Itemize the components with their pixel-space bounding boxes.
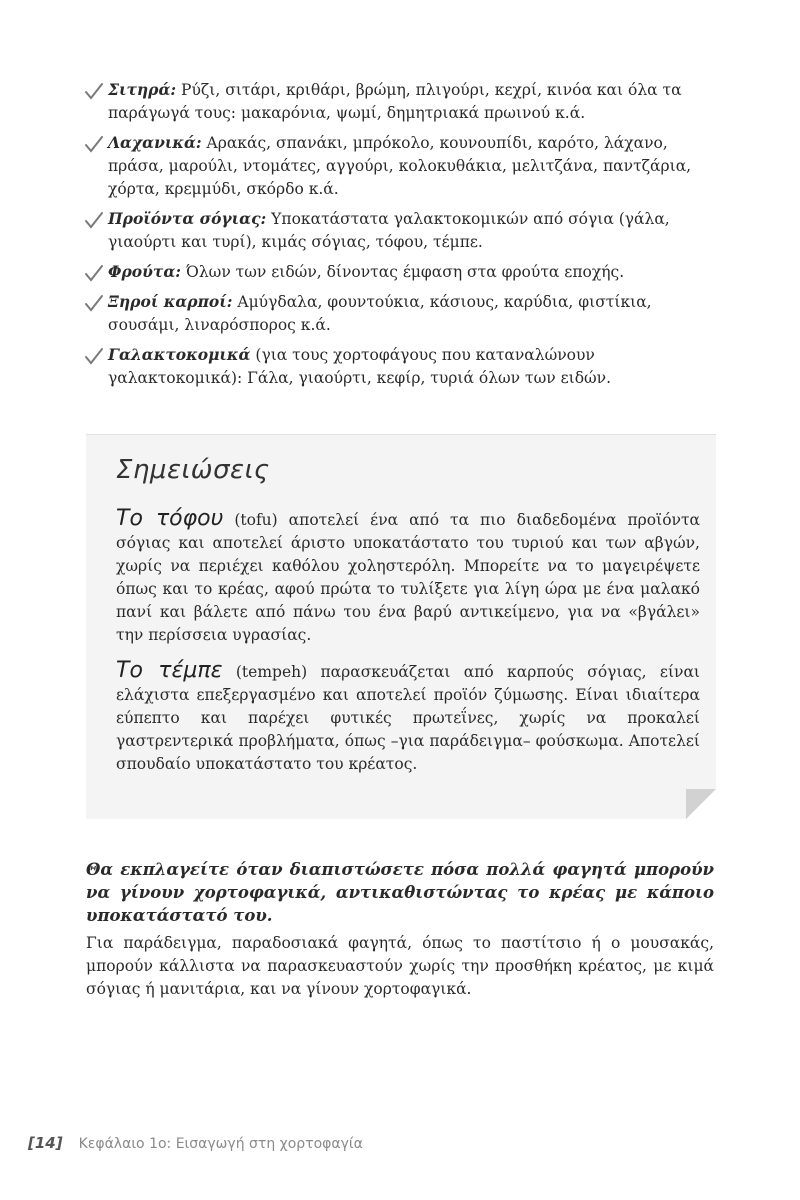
checkmark-icon — [84, 211, 104, 229]
note-text: (tempeh) παρασκευάζεται από καρπούς σόγιας, είναι ελάχιστα επεξεργασμένο και αποτελεί προϊόν ζύμωσης. Είναι ιδιαίτερα εύπεπτο και παρέχει φυτικές πρωτεΐνες, χωρίς να προκαλεί γαστρεντερικά προβλήματα, όπως –για παράδειγμα– φούσκωμα. Αποτελεί σπουδαίο υποκατάστατο του κρέατος. — [116, 663, 700, 773]
food-list — [84, 78, 714, 396]
list-item — [84, 290, 714, 337]
notes-title: Σημειώσεις — [116, 455, 270, 485]
list-term: Ξηροί καρποί: — [108, 292, 233, 311]
note-lead: Το τέμπε — [116, 658, 223, 683]
list-term: Λαχανικά: — [108, 133, 202, 152]
list-item — [84, 260, 714, 284]
list-text: Αμύγδαλα, φουντούκια, κάσιους, καρύδια, φιστίκια, σουσάμι, λιναρόσπορος κ.ά. — [108, 293, 652, 334]
checkmark-icon — [84, 347, 104, 365]
page-number: [14] — [28, 1134, 63, 1152]
page-footer — [28, 1134, 363, 1152]
note-tempeh — [116, 659, 700, 776]
list-term: Φρούτα: — [108, 262, 181, 281]
note-lead: Το τόφου — [116, 506, 224, 531]
page-curl-icon — [686, 789, 716, 819]
list-item — [84, 78, 714, 125]
notes-box — [86, 434, 716, 819]
list-item — [84, 343, 714, 390]
chapter-title: Κεφάλαιο 1ο: Εισαγωγή στη χορτοφαγία — [78, 1136, 363, 1152]
checkmark-icon — [84, 294, 104, 312]
list-text: Όλων των ειδών, δίνοντας έμφαση στα φρούτα εποχής. — [180, 263, 625, 281]
list-term: Προϊόντα σόγιας: — [108, 209, 267, 228]
note-tofu — [116, 507, 700, 647]
list-item — [84, 131, 714, 201]
checkmark-icon — [84, 135, 104, 153]
list-term: Σιτηρά: — [108, 80, 177, 99]
list-text: (για τους χορτοφάγους που καταναλώνουν γαλακτοκομικά): Γάλα, γιαούρτι, κεφίρ, τυριά όλων των ειδών. — [108, 346, 612, 387]
checkmark-icon — [84, 264, 104, 282]
body-paragraph: Για παράδειγμα, παραδοσιακά φαγητά, όπως το παστίτσιο ή ο μουσακάς, μπορούν κάλλιστα να παρασκευαστούν χωρίς την προσθήκη κρέατος, με κιμά σόγιας ή μανιτάρια, και να γίνουν χορτοφαγικά. — [86, 934, 714, 998]
checkmark-icon — [84, 82, 104, 100]
list-text: Υποκατάστατα γαλακτοκομικών από σόγια (γάλα, γιαούρτι και τυρί), κιμάς σόγιας, τόφου, τέμπε. — [108, 210, 670, 251]
list-text: Ρύζι, σιτάρι, κριθάρι, βρώμη, πλιγούρι, κεχρί, κινόα και όλα τα παράγωγά τους: μακαρόνια, ψωμί, δημητριακά πρωινού κ.ά. — [108, 81, 682, 122]
list-text: Αρακάς, σπανάκι, μπρόκολο, κουνουπίδι, καρότο, λάχανο, πράσα, μαρούλι, ντομάτες, αγγούρι, κολοκυθάκια, μελιτζάνα, παντζάρια, χόρτα, κρεμμύδι, σκόρδο κ.ά. — [108, 134, 692, 198]
highlight-statement: Θα εκπλαγείτε όταν διαπιστώσετε πόσα πολλά φαγητά μπορούν να γίνουν χορτοφαγικά, αντικαθιστώντας το κρέας με κάποιο υποκατάστατό του. — [86, 860, 714, 925]
list-item — [84, 207, 714, 254]
list-term: Γαλακτοκομικά — [108, 345, 251, 364]
note-text: (tofu) αποτελεί ένα από τα πιο διαδεδομένα προϊόντα σόγιας και αποτελεί άριστο υποκατάστατο του τυριού και των αβγών, χωρίς να περιέχει καθόλου χοληστερόλη. Μπορείτε να το μαγειρέψετε όπως και το κρέας, αφού πρώτα το τυλίξετε για λίγη ώρα με ένα μαλακό πανί και βάλετε από πάνω του ένα βαρύ αντικείμενο, για να «βγάλει» την περίσσεια υγρασίας. — [116, 511, 700, 644]
